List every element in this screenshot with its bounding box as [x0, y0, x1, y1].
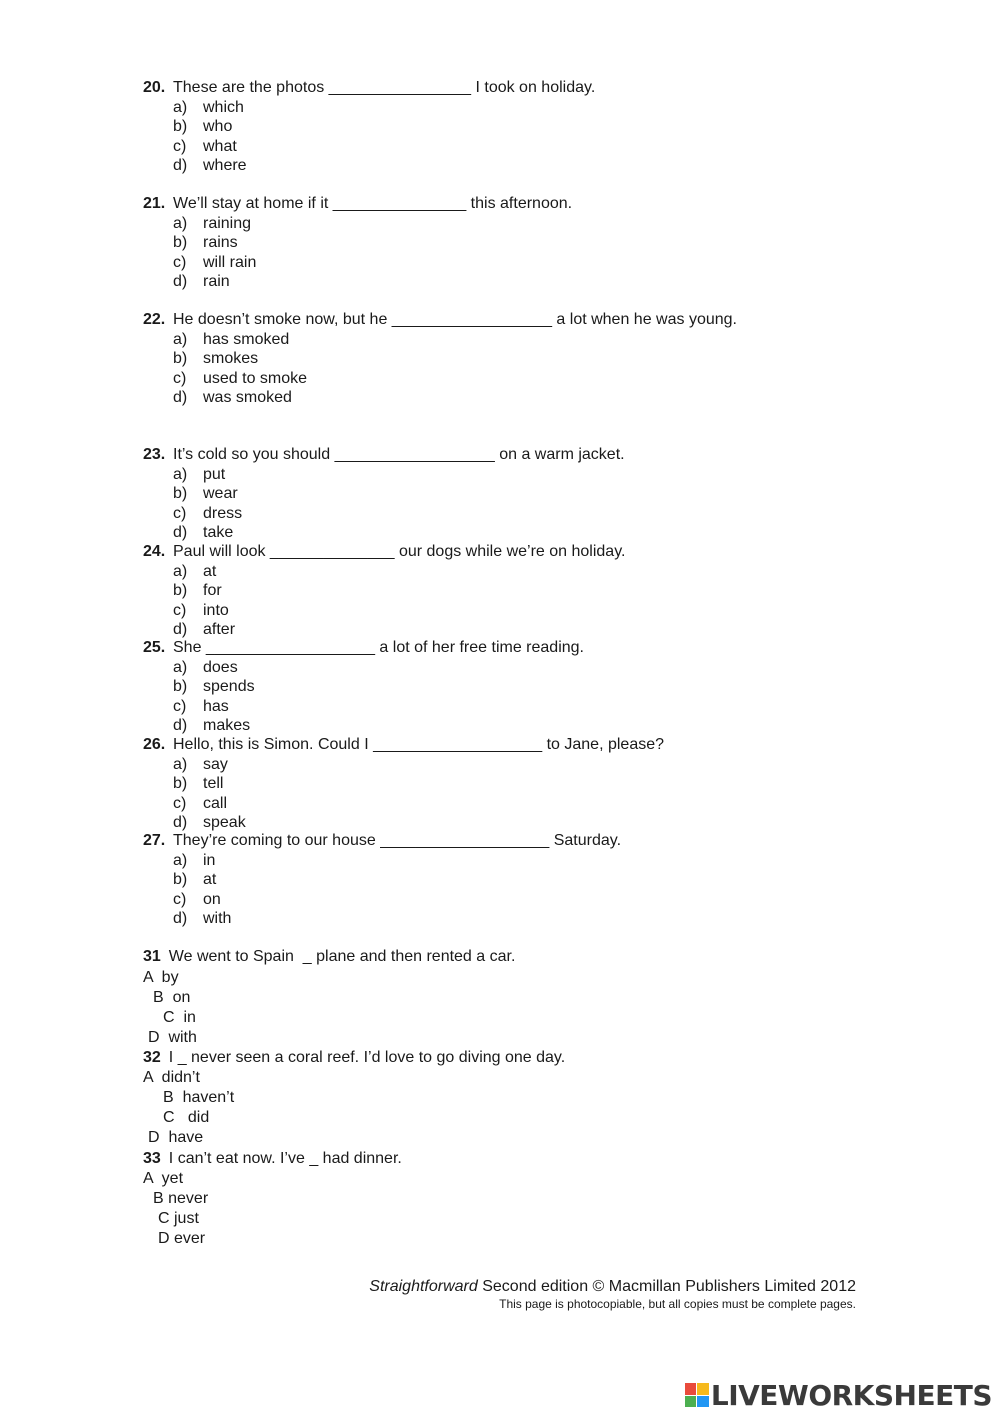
option-letter: d) [173, 814, 188, 832]
copyright-line [369, 1278, 856, 1296]
question-text: She ___________________ a lot of her free time reading. [173, 639, 584, 656]
option-text: dress [203, 504, 243, 522]
option[interactable]: A yet [143, 1170, 184, 1187]
option-text: at [203, 563, 217, 580]
option[interactable] [173, 620, 235, 639]
option-letter: a) [173, 563, 188, 580]
question-20 [143, 78, 595, 98]
option[interactable] [173, 716, 255, 735]
question-number: 20. [143, 79, 166, 96]
option-text: take [203, 524, 234, 542]
option-letter: b) [173, 118, 188, 136]
option[interactable]: A by [143, 969, 179, 986]
logo-icon [685, 1383, 709, 1407]
option-text: in [203, 852, 216, 869]
option-letter: a) [173, 331, 188, 348]
option-letter: a) [173, 466, 188, 483]
option-letter: d) [173, 717, 188, 735]
option-text: rains [203, 234, 238, 252]
question-25 [143, 638, 584, 658]
question-number: 32 [143, 1049, 161, 1066]
option-text: wear [203, 485, 238, 503]
option[interactable]: D have [148, 1129, 204, 1146]
option[interactable] [173, 117, 247, 136]
option[interactable] [173, 349, 307, 368]
option-text: raining [203, 215, 252, 232]
option[interactable] [173, 484, 242, 503]
option-letter: b) [173, 678, 188, 696]
option[interactable]: C in [163, 1009, 196, 1026]
option-letter: d) [173, 157, 188, 175]
question-text: I _ never seen a coral reef. I’d love to go diving one day. [168, 1049, 566, 1066]
option[interactable] [173, 851, 231, 870]
options-27 [173, 851, 231, 929]
option-letter: b) [173, 582, 188, 600]
question-22 [143, 310, 737, 330]
question-number: 25. [143, 639, 166, 656]
option[interactable] [173, 677, 255, 696]
option-letter: c) [173, 601, 187, 619]
question-number: 22. [143, 311, 166, 328]
option-text: rain [203, 273, 230, 291]
logo-text: LIVEWORKSHEETS [710, 1378, 992, 1412]
option-text: on [203, 890, 221, 908]
option-text: say [203, 756, 228, 773]
question-33 [143, 1149, 402, 1169]
option[interactable] [173, 562, 235, 581]
option[interactable] [173, 755, 246, 774]
question-number: 24. [143, 543, 166, 560]
option[interactable]: A didn’t [143, 1069, 200, 1086]
option[interactable] [173, 658, 255, 677]
question-text: They’re coming to our house ___________________ Saturday. [173, 832, 622, 849]
option-letter: a) [173, 99, 188, 116]
option[interactable] [173, 504, 242, 523]
option[interactable] [173, 465, 242, 484]
question-27 [143, 831, 621, 851]
photocopy-note: This page is photocopiable, but all copies must be complete pages. [499, 1297, 856, 1311]
option-letter: a) [173, 215, 188, 232]
option-letter: b) [173, 350, 188, 368]
question-32 [143, 1048, 565, 1068]
options-21 [173, 214, 256, 292]
option-text: where [203, 157, 247, 175]
option[interactable] [173, 272, 256, 291]
question-number: 23. [143, 446, 166, 463]
option[interactable] [173, 774, 246, 793]
option-letter: c) [173, 137, 187, 155]
option-letter: d) [173, 524, 188, 542]
option[interactable] [173, 909, 231, 928]
option-letter: c) [173, 253, 187, 271]
option-letter: a) [173, 756, 188, 773]
option-text: which [203, 99, 244, 116]
question-text: These are the photos ________________ I took on holiday. [173, 79, 596, 96]
option[interactable] [173, 137, 247, 156]
option-text: put [203, 466, 226, 483]
option[interactable]: B never [153, 1190, 209, 1207]
option-text: tell [203, 775, 224, 793]
question-31 [143, 947, 515, 967]
options-22 [173, 330, 307, 408]
option[interactable]: C just [158, 1210, 199, 1227]
option-text: after [203, 621, 236, 639]
question-text: He doesn’t smoke now, but he __________________ a lot when he was young. [173, 311, 737, 328]
option-text: with [203, 910, 232, 928]
option-letter: a) [173, 659, 188, 676]
options-25 [173, 658, 255, 736]
question-text: It’s cold so you should __________________ on a warm jacket. [173, 446, 625, 463]
option[interactable] [173, 697, 255, 716]
option-letter: d) [173, 273, 188, 291]
option-text: spends [203, 678, 255, 696]
option-text: makes [203, 717, 251, 735]
option[interactable] [173, 156, 247, 175]
option[interactable] [173, 330, 307, 349]
option-text: used to smoke [203, 369, 308, 387]
option-text: speak [203, 814, 246, 832]
option-letter: d) [173, 910, 188, 928]
option-text: does [203, 659, 238, 676]
option-letter: c) [173, 794, 187, 812]
option[interactable] [173, 388, 307, 407]
options-26 [173, 755, 246, 833]
question-text: Hello, this is Simon. Could I ___________________ to Jane, please? [173, 736, 665, 753]
option-text: for [203, 582, 222, 600]
option[interactable] [173, 523, 242, 542]
option-text: will rain [203, 253, 257, 271]
option-letter: b) [173, 775, 188, 793]
option[interactable] [173, 601, 235, 620]
option-text: who [203, 118, 233, 136]
liveworksheets-logo [685, 1378, 992, 1412]
option-text: has smoked [203, 331, 290, 348]
option-text: into [203, 601, 229, 619]
question-text: I can’t eat now. I’ve _ had dinner. [168, 1150, 402, 1167]
option-letter: d) [173, 621, 188, 639]
option[interactable]: B haven’t [163, 1089, 235, 1106]
question-number: 21. [143, 195, 166, 212]
book-title: Straightforward [369, 1278, 478, 1295]
option-letter: c) [173, 504, 187, 522]
question-26 [143, 735, 664, 755]
option[interactable] [173, 813, 246, 832]
question-number: 31 [143, 948, 161, 965]
option-letter: c) [173, 697, 187, 715]
question-text: We’ll stay at home if it _______________ this afternoon. [173, 195, 573, 212]
option[interactable]: C did [163, 1109, 210, 1126]
option[interactable] [173, 98, 247, 117]
question-text: We went to Spain _ plane and then rented a car. [168, 948, 516, 965]
option[interactable] [173, 794, 246, 813]
option-text: call [203, 794, 228, 812]
option[interactable] [173, 870, 231, 889]
option[interactable] [173, 581, 235, 600]
question-24 [143, 542, 625, 562]
option-text: was smoked [203, 389, 292, 407]
option-letter: b) [173, 871, 188, 889]
question-number: 33 [143, 1150, 161, 1167]
option-text: at [203, 871, 217, 889]
option[interactable]: D ever [158, 1230, 206, 1247]
question-text: Paul will look ______________ our dogs while we’re on holiday. [173, 543, 626, 560]
option-text: has [203, 697, 229, 715]
option-letter: a) [173, 852, 188, 869]
options-23 [173, 465, 242, 543]
option-letter: c) [173, 369, 187, 387]
options-20 [173, 98, 247, 176]
question-number: 26. [143, 736, 166, 753]
option[interactable] [173, 369, 307, 388]
option-letter: b) [173, 485, 188, 503]
option[interactable] [173, 890, 231, 909]
option-letter: d) [173, 389, 188, 407]
option[interactable]: B on [153, 989, 191, 1006]
options-24 [173, 562, 235, 640]
question-23 [143, 445, 625, 465]
copyright-text: Second edition © Macmillan Publishers Limited 2012 [477, 1278, 856, 1295]
option[interactable] [173, 214, 256, 233]
option-text: smokes [203, 350, 259, 368]
option[interactable]: D with [148, 1029, 197, 1046]
question-21 [143, 194, 572, 214]
option-letter: b) [173, 234, 188, 252]
option[interactable] [173, 233, 256, 252]
option[interactable] [173, 253, 256, 272]
question-number: 27. [143, 832, 166, 849]
option-letter: c) [173, 890, 187, 908]
option-text: what [203, 137, 237, 155]
